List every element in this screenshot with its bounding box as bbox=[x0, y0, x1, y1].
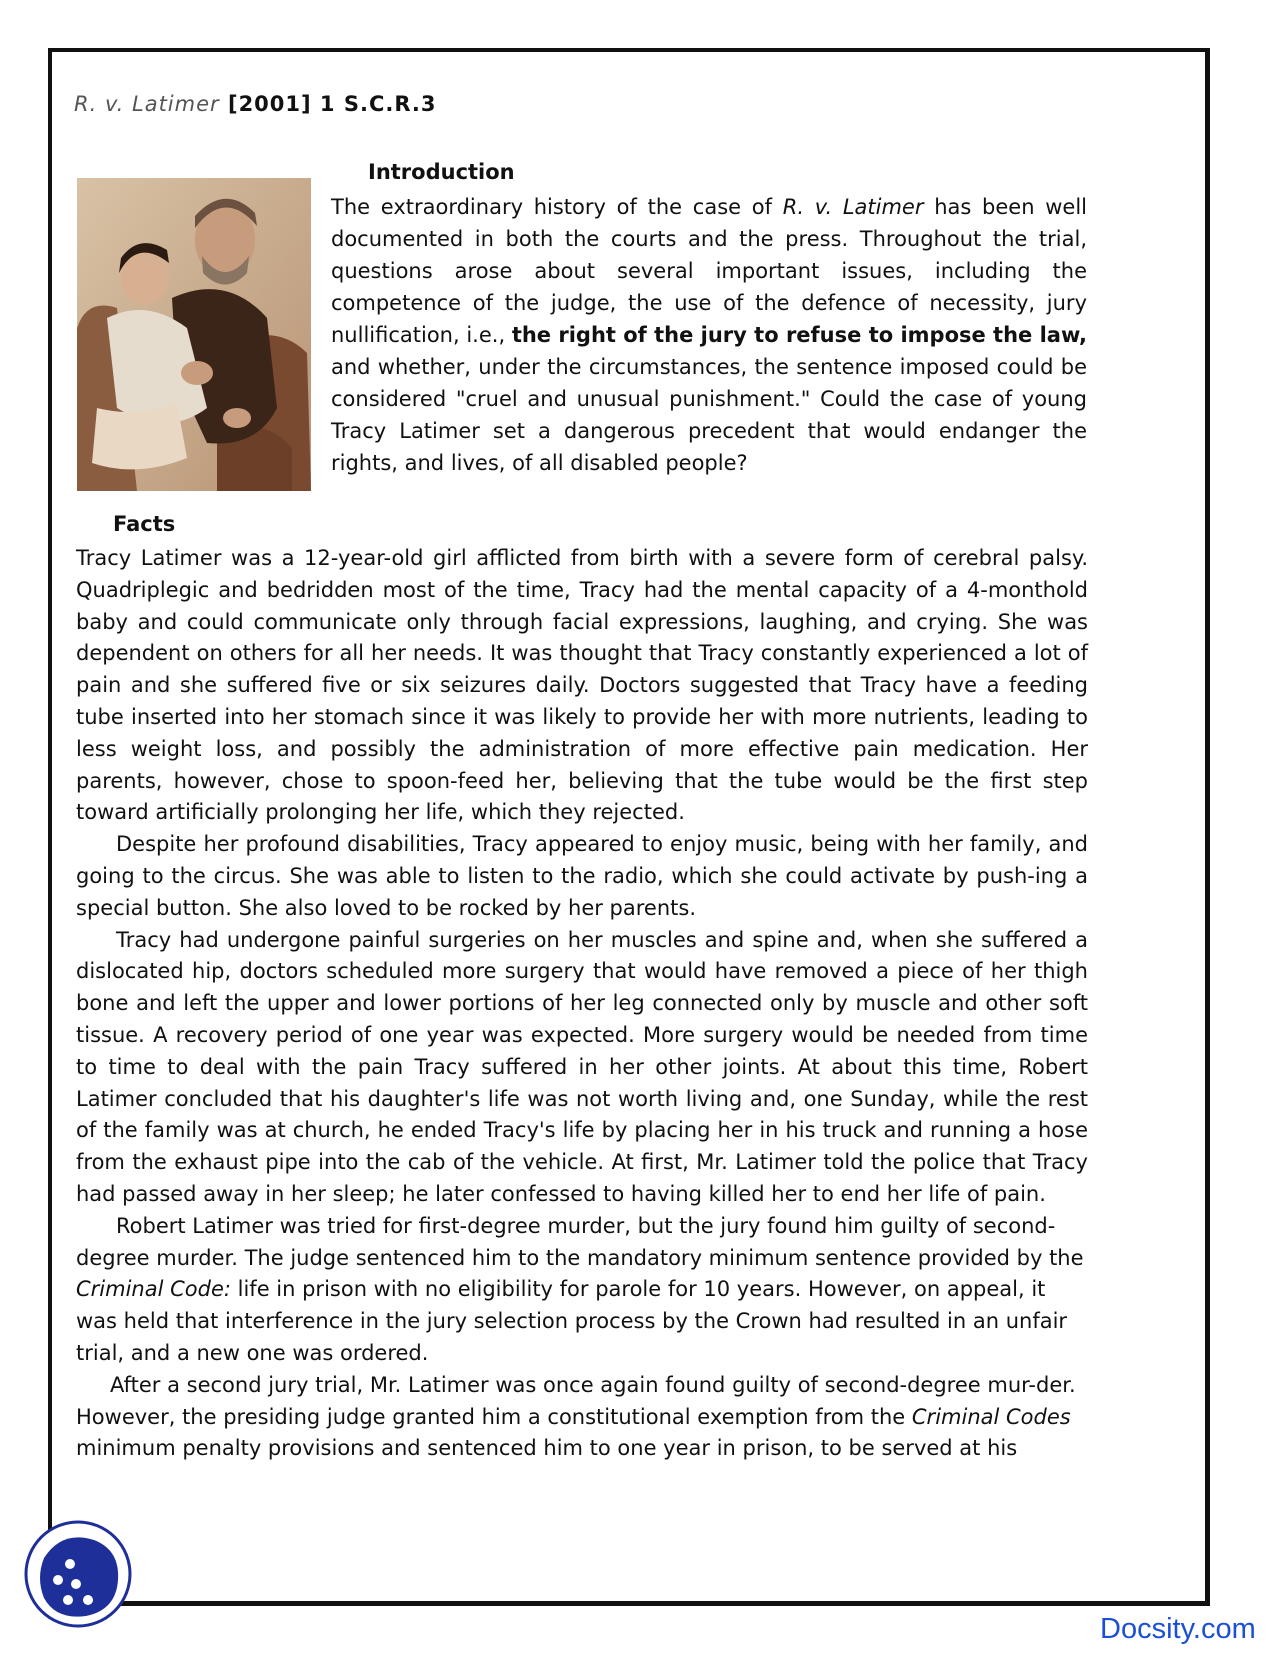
facts-text-part: After a second jury trial, Mr. Latimer was once again found guilty of second-degree mur-der. However, the presiding judge granted him a constitutional exemption from the bbox=[76, 1372, 1076, 1429]
facts-section bbox=[76, 543, 1088, 1465]
intro-text-part: and whether, under the circumstances, the sentence imposed could be considered "cruel and unusual punishment." Could the case of young Tracy Latimer set a dangerous precedent that would endanger the rights, and lives, of all disabled people? bbox=[331, 355, 1087, 475]
intro-bold-phrase: the right of the jury to refuse to impose the law, bbox=[511, 323, 1088, 347]
intro-text-part: has been well documented in both the courts and the press. Throughout the trial, questions arose about several important issues, including the competence of the judge, the use of the defence of necessity, jury nullification, i.e., bbox=[331, 195, 1088, 347]
case-citation bbox=[74, 92, 436, 116]
docsity-logo-icon bbox=[22, 1518, 134, 1630]
intro-case-name: R. v. Latimer bbox=[782, 195, 924, 219]
criminal-code-reference: Criminal Code: bbox=[76, 1277, 231, 1302]
introduction-paragraph bbox=[331, 191, 1087, 479]
facts-paragraph-5 bbox=[76, 1370, 1088, 1465]
citation-reference: [2001] 1 S.C.R.3 bbox=[219, 92, 437, 116]
case-name: R. v. Latimer bbox=[74, 92, 220, 116]
photo-of-father-and-daughter-icon bbox=[77, 178, 311, 491]
criminal-code-reference: Criminal Codes bbox=[911, 1404, 1071, 1429]
facts-text-part: life in prison with no eligibility for parole for 10 years. However, on appeal, it was held that interference in the jury selection process by the Crown had resulted in an unfair trial, and a new one was ordered. bbox=[76, 1277, 1068, 1365]
facts-paragraph-1: Tracy Latimer was a 12-year-old girl afflicted from birth with a severe form of cerebral palsy. Quadriplegic and bedridden most of the time, Tracy had the mental capacity of a 4-monthold baby and could communicate only through facial expressions, laughing, and crying. She was dependent on others for all her needs. It was thought that Tracy constantly experienced a lot of pain and she suffered five or six seizures daily. Doctors suggested that Tracy have a feeding tube inserted into her stomach since it was likely to provide her with more nutrients, leading to less weight loss, and possibly the administration of more effective pain medication. Her parents, however, chose to spoon-feed her, believing that the tube would be the first step toward artificially prolonging her life, which they rejected. bbox=[76, 546, 1088, 825]
docsity-watermark[interactable]: Docsity.com bbox=[1100, 1613, 1256, 1645]
intro-text-part: The extraordinary history of the case of bbox=[331, 195, 783, 219]
facts-paragraph-4 bbox=[76, 1211, 1088, 1370]
facts-paragraph-2: Despite her profound disabilities, Tracy appeared to enjoy music, being with her family, and going to the circus. She was able to listen to the radio, which she could activate by push-ing a special button. She also loved to be rocked by her parents. bbox=[76, 832, 1088, 920]
facts-heading: Facts bbox=[113, 512, 176, 536]
introduction-heading: Introduction bbox=[368, 160, 515, 184]
facts-paragraph-3: Tracy had undergone painful surgeries on her muscles and spine and, when she suffered a dislocated hip, doctors scheduled more surgery that would have removed a piece of her thigh bone and left the upper and lower portions of her leg connected only by muscle and other soft tissue. A recovery period of one year was expected. More surgery would be needed from time to time to deal with the pain Tracy suffered in her other joints. At about this time, Robert Latimer concluded that his daughter's life was not worth living and, one Sunday, while the rest of the family was at church, he ended Tracy's life by placing her in his truck and running a hose from the exhaust pipe into the cab of the vehicle. At first, Mr. Latimer told the police that Tracy had passed away in her sleep; he later confessed to having killed her to end her life of pain. bbox=[76, 927, 1088, 1206]
facts-text-part: Robert Latimer was tried for first-degree murder, but the jury found him guilty of second-degree murder. The judge sentenced him to the mandatory minimum sentence provided by the bbox=[76, 1213, 1084, 1270]
facts-text-part: minimum penalty provisions and sentenced him to one year in prison, to be served at his bbox=[76, 1436, 1018, 1461]
